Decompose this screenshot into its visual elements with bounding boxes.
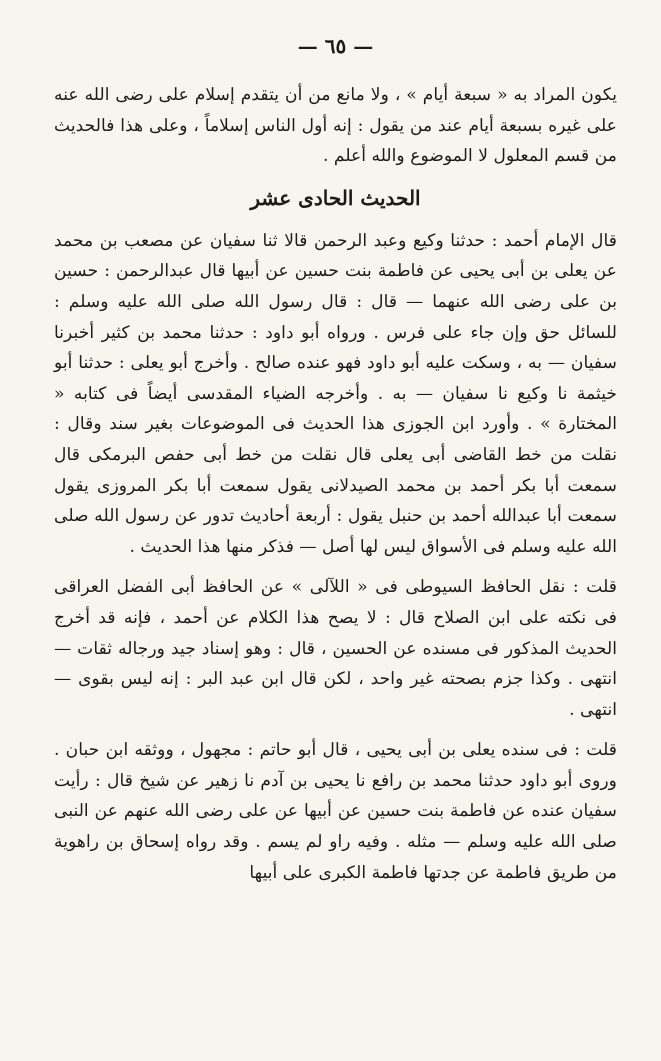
paragraph-commentary-2: قلت : فى سنده يعلى بن أبى يحيى ، قال أبو حاتم : مجهول ، ووثقه ابن حبان . وروى أبو داود حدثنا محمد بن رافع نا يحيى بن آدم نا زهير عن شيخ قال : رأيت سفيان عنده عن فاطمة بنت حسين عن أبيها عن على رضى الله عنهم عن النبى صلى الله عليه وسلم — مثله . وفيه راو لم يسم . وقد رواه إسحاق بن راهوية من طريق فاطمة عن جدتها فاطمة الكبرى على أبيها: [54, 740, 617, 883]
intro-paragraph: يكون المراد به « سبعة أيام » ، ولا مانع من أن يتقدم إسلام على رضى الله عنه على غيره بسبعة أيام عند من يقول : إنه أول الناس إسلاماً ، وعلى هذا فالحديث من قسم المعلول لا الموضوع والله أعلم .: [54, 85, 617, 167]
page-number: — ٦٥ —: [297, 34, 374, 58]
section-heading: الحديث الحادى عشر: [250, 185, 421, 210]
paragraph-hadith-text: قال الإمام أحمد : حدثنا وكيع وعبد الرحمن قالا ثنا سفيان عن مصعب بن محمد عن يعلى بن أبى يحيى عن فاطمة بنت حسين عن أبيها قال عبدالرحمن : حسين بن على رضى الله عنهما — قال : قال رسول الله صلى الله عليه وسلم : للسائل حق وإن جاء على فرس . ورواه أبو داود : حدثنا محمد بن كثير أخبرنا سفيان — به ، وسكت عليه أبو داود فهو عنده صالح . وأخرج أبو يعلى : حدثنا أبو خيثمة نا وكيع نا سفيان — به . وأخرجه الضياء المقدسى أيضاً فى كتابه « المختارة » . وأورد ابن الجوزى هذا الحديث فى الموضوعات بغير سند وقال : نقلت من خط القاضى أبى يعلى قال نقلت من خط أبى حفص البرمكى قال سمعت أبا بكر أحمد بن محمد الصيدلانى يقول سمعت أبا بكر المروزى يقول سمعت أبا عبدالله أحمد بن حنبل يقول : أربعة أحاديث تدور عن رسول الله صلى الله عليه وسلم فى الأسواق ليس لها أصل — فذكر منها هذا الحديث .: [54, 230, 617, 557]
paragraph-commentary-1: قلت : نقل الحافظ السيوطى فى « اللآلى » عن الحافظ أبى الفضل العراقى فى نكته على ابن الصلاح قال : لا يصح هذا الكلام عن أحمد ، فإنه قد أخرج الحديث المذكور فى مسنده عن الحسين ، قال : وهو إسناد جيد ورجاله ثقات — انتهى . وكذا جزم بصحته غير واحد ، لكن قال ابن عبد البر : إنه ليس بقوى — انتهى .: [54, 577, 617, 720]
